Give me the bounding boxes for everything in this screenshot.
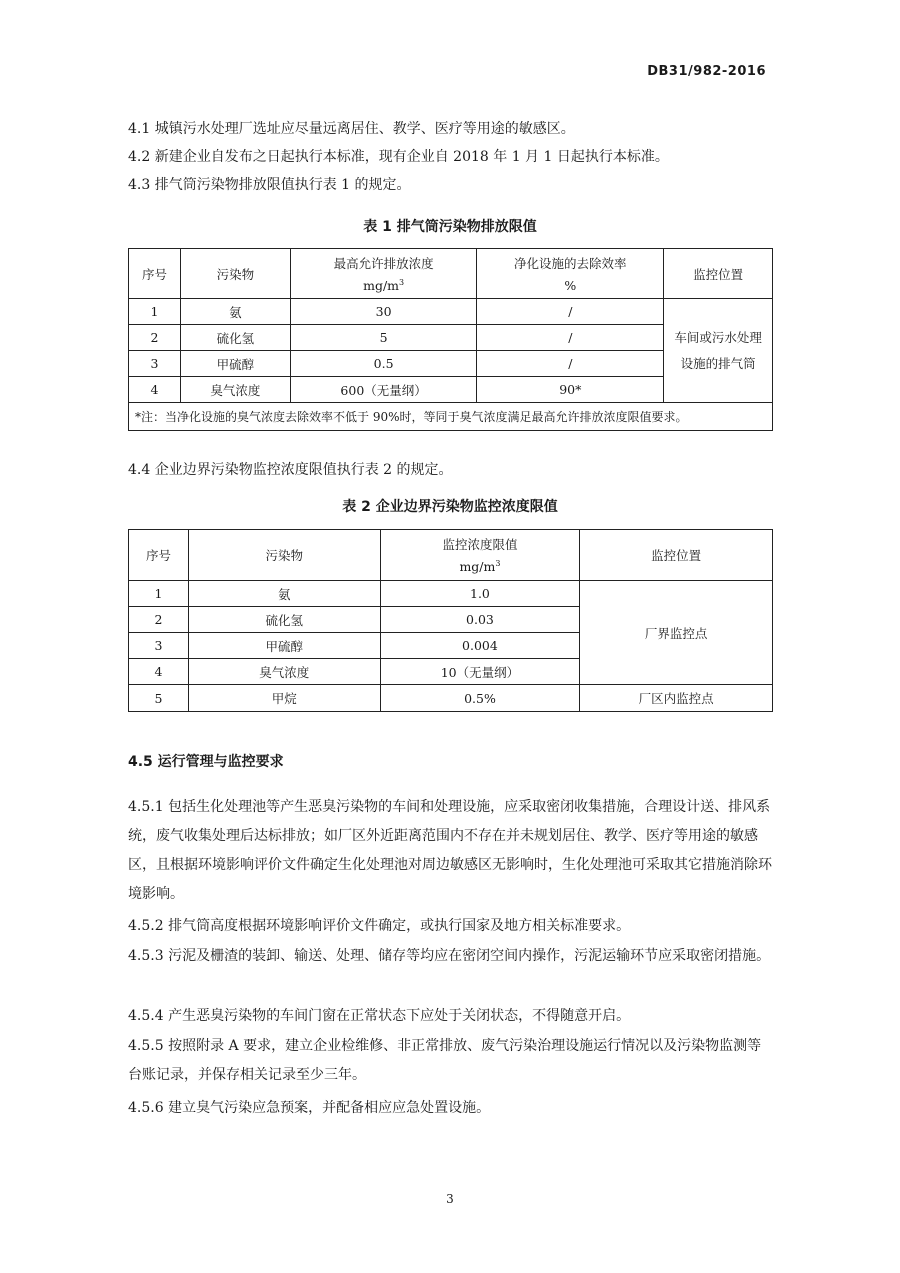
- table1-header-eff: [477, 249, 664, 299]
- table2-row5-pollutant: 甲烷: [188, 685, 380, 712]
- table2: [128, 529, 773, 712]
- table2-row2-pollutant: 硫化氢: [188, 607, 380, 633]
- table2-header-conc: [380, 530, 580, 581]
- table1-caption: 表 1 排气筒污染物排放限值: [363, 219, 537, 235]
- table2-location-group: 厂界监控点: [580, 581, 773, 685]
- table2-caption: 表 2 企业边界污染物监控浓度限值: [342, 499, 558, 515]
- page-number: 3: [446, 1192, 454, 1206]
- table2-header-no: 序号: [129, 530, 189, 581]
- table2-header-conc-unit: $mg/m^3$: [459, 559, 501, 575]
- table1-row2-pollutant: 硫化氢: [180, 325, 290, 351]
- table1-row4-no: 4: [129, 377, 181, 403]
- table1-location: 车间或污水处理设施的排气筒: [664, 299, 773, 403]
- paragraph-4-4: 4.4 企业边界污染物监控浓度限值执行表 2 的规定。: [128, 462, 453, 478]
- table1-row1-eff: /: [477, 299, 664, 325]
- table1-row3-pollutant: 甲硫醇: [180, 351, 290, 377]
- table1-row2-eff: /: [477, 325, 664, 351]
- table-row: [129, 685, 773, 712]
- paragraph-4-2: 4.2 新建企业自发布之日起执行本标准，现有企业自 2018 年 1 月 1 日起执行本标准。: [128, 149, 669, 165]
- table2-row1-no: 1: [129, 581, 189, 607]
- paragraph-4-5-6: 4.5.6 建立臭气污染应急预案，并配备相应应急处置设施。: [128, 1100, 491, 1116]
- table1-row3-conc: 0.5: [290, 351, 477, 377]
- table2-header-row: [129, 530, 773, 581]
- table1-row2-no: 2: [129, 325, 181, 351]
- table1-header-conc: [290, 249, 477, 299]
- table1-note-row: [129, 403, 773, 431]
- table1-row1-pollutant: 氨: [180, 299, 290, 325]
- paragraph-4-5-4: 4.5.4 产生恶臭污染物的车间门窗在正常状态下应处于关闭状态，不得随意开启。: [128, 1008, 631, 1024]
- table1-header-loc: 监控位置: [664, 249, 773, 299]
- paragraph-4-1: 4.1 城镇污水处理厂选址应尽量远离居住、教学、医疗等用途的敏感区。: [128, 121, 575, 137]
- section-4-5-heading: 4.5 运行管理与监控要求: [128, 754, 284, 770]
- table1-row4-pollutant: 臭气浓度: [180, 377, 290, 403]
- table2-row2-no: 2: [129, 607, 189, 633]
- paragraph-4-5-1: 4.5.1 包括生化处理池等产生恶臭污染物的车间和处理设施，应采取密闭收集措施，合理设计送、排风系统，废气收集处理后达标排放；如厂区外近距离范围内不存在并未规划居住、教学、医疗等用途的敏感区，且根据环境影响评价文件确定生化处理池对周边敏感区无影响时，生化处理池可采取其它措施消除环境影响。: [128, 799, 772, 902]
- table2-header-pollutant: 污染物: [188, 530, 380, 581]
- table1-header-no: 序号: [129, 249, 181, 299]
- table2-row4-conc: 10（无量纲）: [380, 659, 580, 685]
- table1-row3-no: 3: [129, 351, 181, 377]
- table1-row4-eff: 90*: [477, 377, 664, 403]
- table1-row1-no: 1: [129, 299, 181, 325]
- paragraph-4-5-2: 4.5.2 排气筒高度根据环境影响评价文件确定，或执行国家及地方相关标准要求。: [128, 918, 631, 934]
- table2-row3-conc: 0.004: [380, 633, 580, 659]
- standard-code: DB31/982-2016: [647, 64, 766, 79]
- table1-header-eff-unit: %: [564, 278, 577, 293]
- paragraph-4-5-5: 4.5.5 按照附录 A 要求，建立企业检维修、非正常排放、废气污染治理设施运行情况以及污染物监测等台账记录，并保存相关记录至少三年。: [128, 1038, 762, 1083]
- table2-header-conc-label: 监控浓度限值: [442, 537, 518, 553]
- paragraph-4-5-3: 4.5.3 污泥及栅渣的装卸、输送、处理、储存等均应在密闭空间内操作，污泥运输环节应采取密闭措施。: [128, 948, 771, 964]
- table2-row3-no: 3: [129, 633, 189, 659]
- table1-header-row: [129, 249, 773, 299]
- table1-header-conc-unit: $mg/m^3$: [363, 277, 405, 294]
- table1-row4-conc: 600（无量纲）: [290, 377, 477, 403]
- table1-header-conc-label: 最高允许排放浓度: [333, 255, 434, 271]
- table2-row4-pollutant: 臭气浓度: [188, 659, 380, 685]
- table2-header-loc: 监控位置: [580, 530, 773, 581]
- table1-header-eff-label: 净化设施的去除效率: [514, 256, 627, 271]
- table1-row1-conc: 30: [290, 299, 477, 325]
- table1-header-pollutant: 污染物: [180, 249, 290, 299]
- table2-row5-conc: 0.5%: [380, 685, 580, 712]
- table1-row3-eff: /: [477, 351, 664, 377]
- table2-row1-conc: 1.0: [380, 581, 580, 607]
- table-row: [129, 581, 773, 607]
- table1: [128, 248, 773, 431]
- table2-row2-conc: 0.03: [380, 607, 580, 633]
- table1-note: *注：当净化设施的臭气浓度去除效率不低于 90%时，等同于臭气浓度满足最高允许排放浓度限值要求。: [129, 403, 773, 431]
- table2-row3-pollutant: 甲硫醇: [188, 633, 380, 659]
- table2-row1-pollutant: 氨: [188, 581, 380, 607]
- table-row: [129, 299, 773, 325]
- table2-row5-loc: 厂区内监控点: [580, 685, 773, 712]
- table2-row4-no: 4: [129, 659, 189, 685]
- paragraph-4-3: 4.3 排气筒污染物排放限值执行表 1 的规定。: [128, 177, 411, 193]
- table1-row2-conc: 5: [290, 325, 477, 351]
- table2-row5-no: 5: [129, 685, 189, 712]
